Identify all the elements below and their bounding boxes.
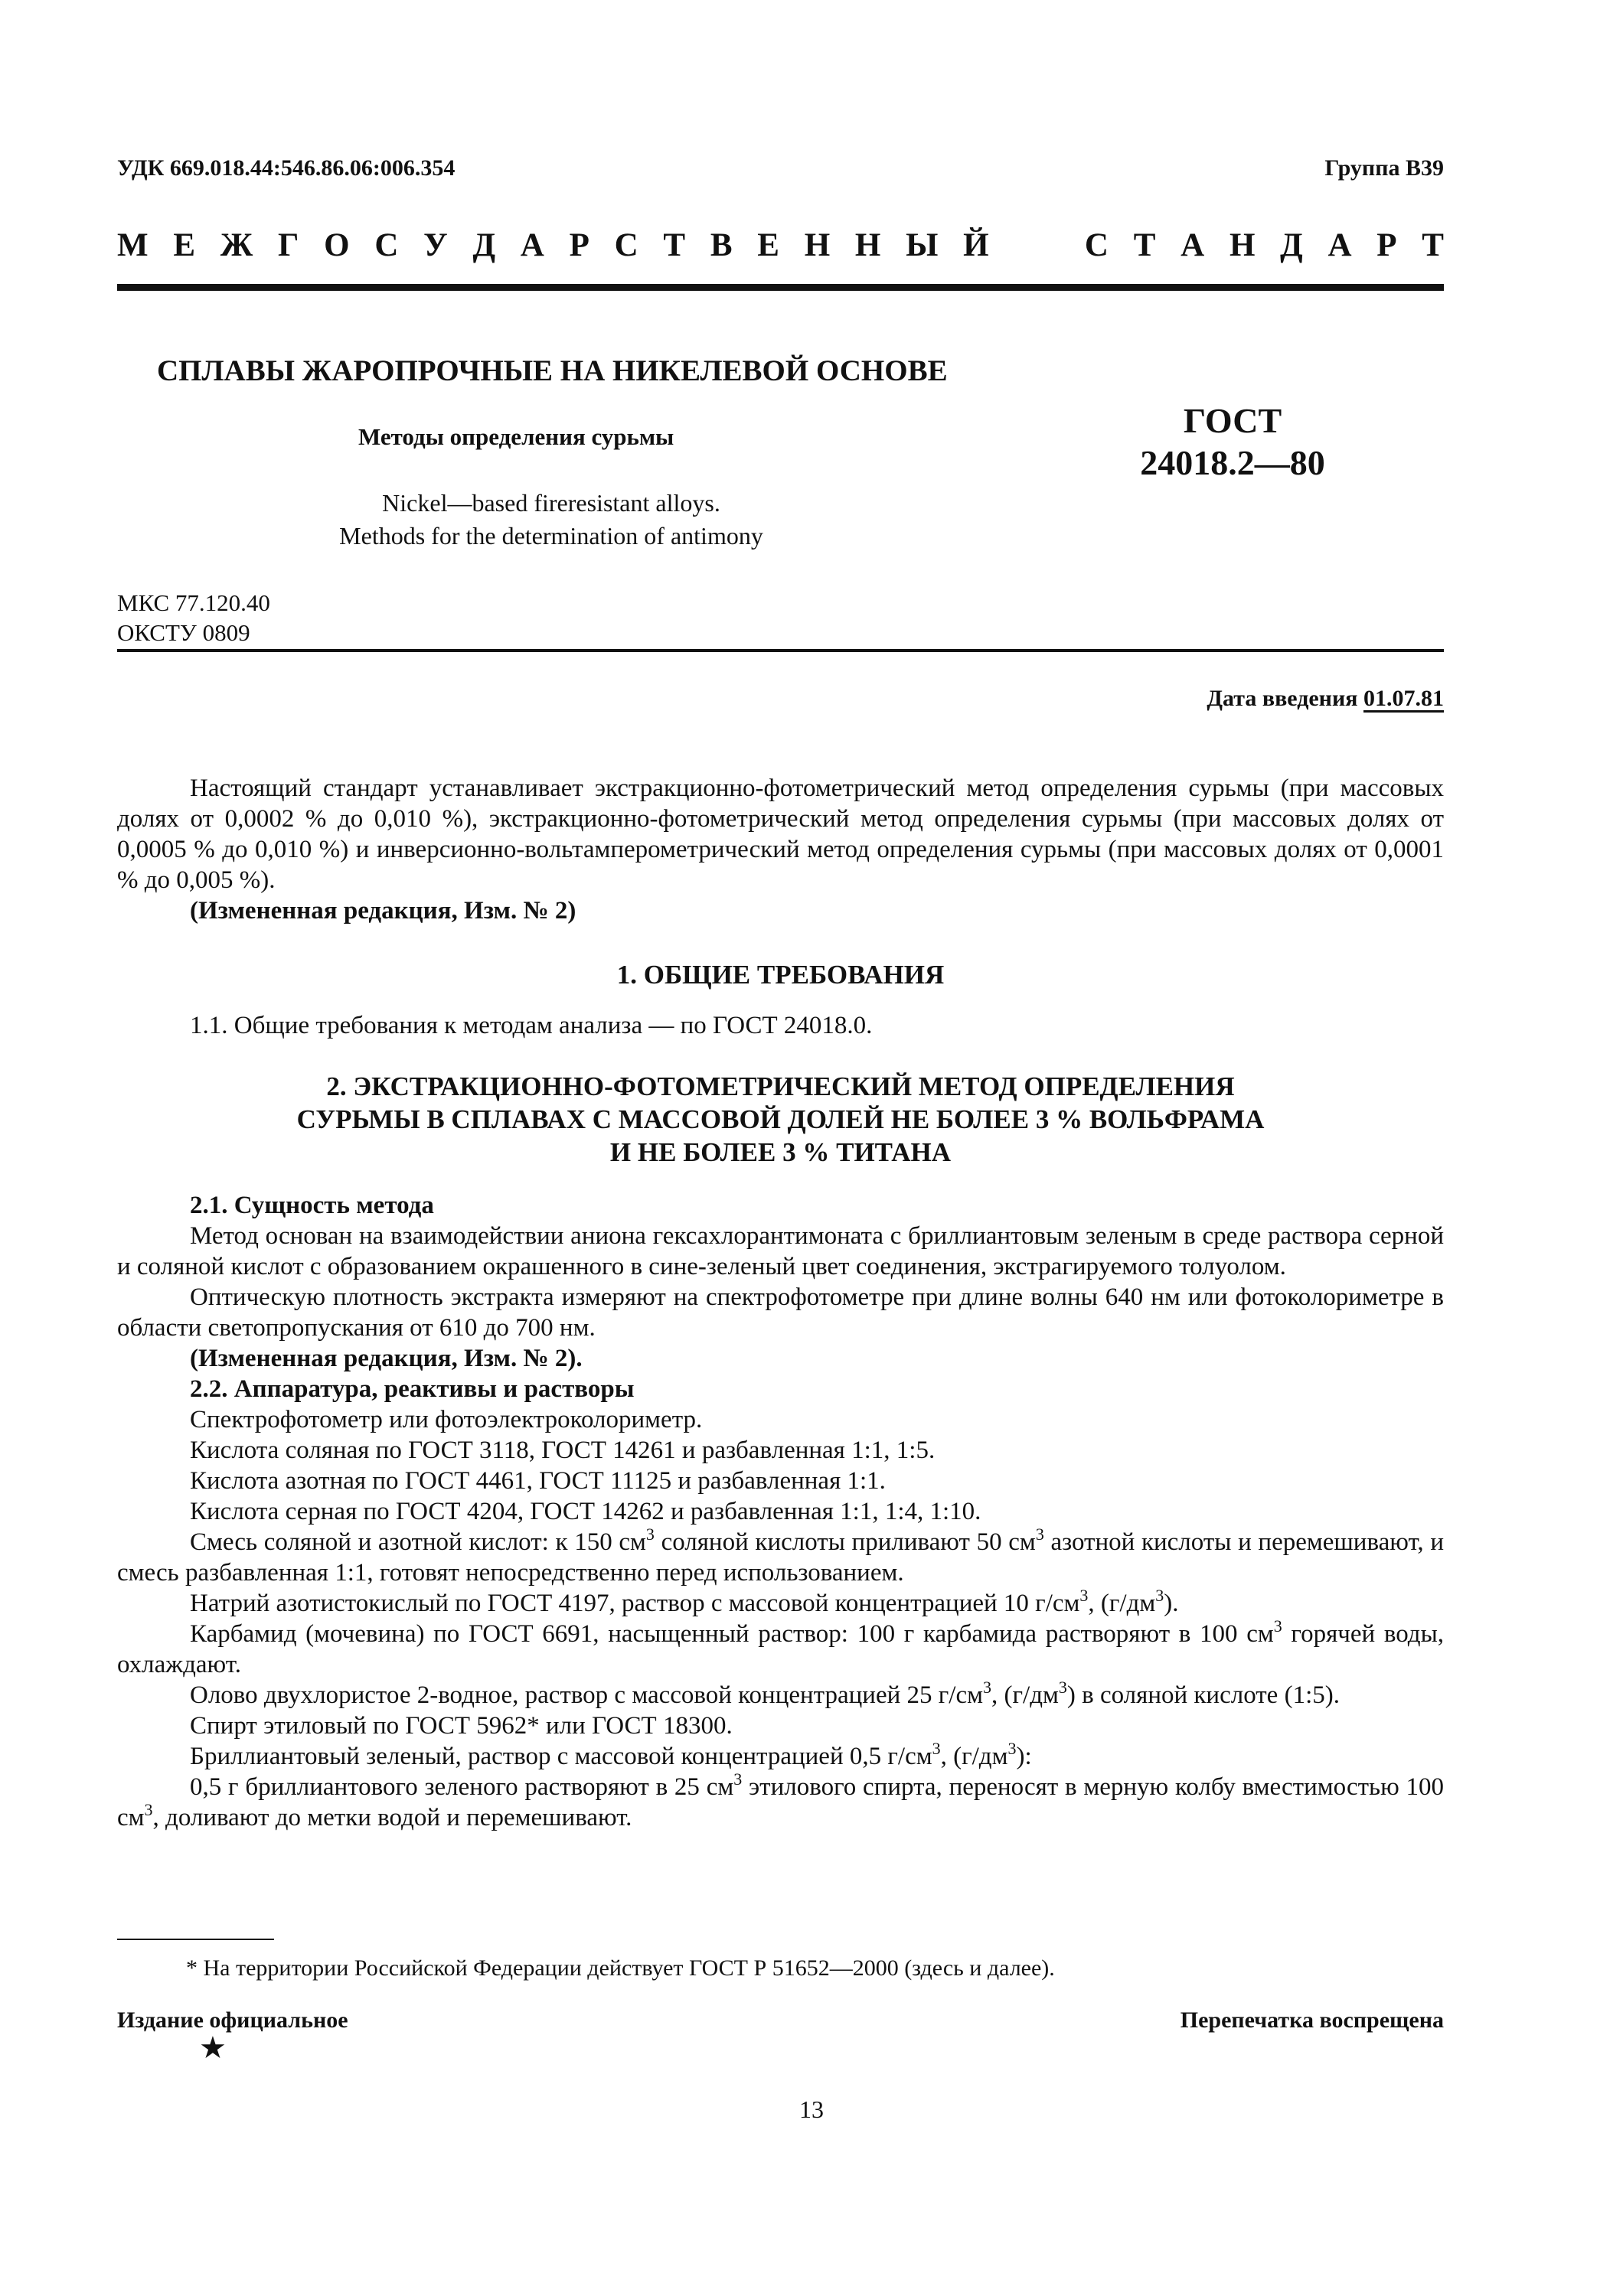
item-ethyl-alcohol: Спирт этиловый по ГОСТ 5962* или ГОСТ 18300. xyxy=(190,1712,733,1740)
section-2-title xyxy=(117,1070,1444,1169)
section-2-title-line2: СУРЬМЫ В СПЛАВАХ С МАССОВОЙ ДОЛЕЙ НЕ БОЛЕЕ 3 % ВОЛЬФРАМА xyxy=(296,1104,1265,1134)
body-intro xyxy=(117,773,1444,926)
section-1-1: 1.1. Общие требования к методам анализа — по ГОСТ 24018.0. xyxy=(190,1012,873,1039)
english-title-line2: Methods for the determination of antimony xyxy=(339,522,763,550)
introduction-date xyxy=(1207,686,1444,712)
section-2-title-line3: И НЕ БОЛЕЕ 3 % ТИТАНА xyxy=(609,1137,952,1167)
star-icon: ★ xyxy=(199,2030,227,2065)
mks-code: МКС 77.120.40 xyxy=(117,589,270,616)
introduction-date-value: 01.07.81 xyxy=(1363,686,1444,711)
section-2-2-heading: 2.2. Аппаратура, реактивы и растворы xyxy=(190,1375,635,1403)
item-brilliant-green: Бриллиантовый зеленый, раствор с массовой концентрацией 0,5 $г/см^3$, $(г/дм^3)$: xyxy=(190,1739,1032,1770)
footnote-rule xyxy=(117,1939,274,1940)
standard-type xyxy=(117,227,1444,266)
section-1-title: 1. ОБЩИЕ ТРЕБОВАНИЯ xyxy=(616,960,945,990)
page-number: 13 xyxy=(799,2095,824,2123)
introduction-date-label: Дата введения xyxy=(1207,686,1363,711)
section-2-1-paragraph-2: Оптическую плотность экстракта измеряют на спектрофотометре при длине волны 640 нм или фотоколориметре в области светопропускания от 610 до 700 нм. xyxy=(117,1283,1444,1342)
item-acid-mixture: Смесь соляной и азотной кислот: к 150 $см^3$ соляной кислоты приливают 50 $см^3$ азотной кислоты и перемешивают, и смесь разбавленная 1:1, готовят непосредственно перед использованием. xyxy=(117,1525,1444,1587)
section-2-1-heading: 2.1. Сущность метода xyxy=(190,1192,434,1219)
intro-paragraph: Настоящий стандарт устанавливает экстракционно-фотометрический метод определения сурьмы (при массовых долях от 0,0002 % до 0,010 %), экстракционно-фотометрический метод определения сурьмы (при массовых долях от 0,0005 % до 0,010 %) и инверсионно-вольтамперометрический метод определения сурьмы (при массовых долях от 0,0001 % до 0,005 %). xyxy=(117,775,1444,894)
item-tin-chloride: Олово двухлористое 2-водное, раствор с массовой концентрацией 25 $г/см^3$, $(г/дм^3)$ в соляной кислоте (1:5). xyxy=(190,1678,1340,1709)
standard-type-word2: С Т А Н Д А Р Т xyxy=(1084,227,1444,263)
section-2-title-line1: 2. ЭКСТРАКЦИОННО-ФОТОМЕТРИЧЕСКИЙ МЕТОД ОПРЕДЕЛЕНИЯ xyxy=(326,1071,1235,1101)
item-nitric-acid: Кислота азотная по ГОСТ 4461, ГОСТ 11125 и разбавленная 1:1. xyxy=(190,1467,886,1495)
official-edition: Издание официальное xyxy=(117,2007,348,2033)
section-1-body xyxy=(117,1010,1444,1041)
footnote: * На территории Российской Федерации действует ГОСТ Р 51652—2000 (здесь и далее). xyxy=(186,1955,1055,1981)
item-sulfuric-acid: Кислота серная по ГОСТ 4204, ГОСТ 14262 и разбавленная 1:1, 1:4, 1:10. xyxy=(190,1498,981,1525)
reprint-prohibited: Перепечатка воспрещена xyxy=(1180,2007,1444,2033)
group-code: Группа В39 xyxy=(1324,155,1444,181)
intro-amendment: (Измененная редакция, Изм. № 2) xyxy=(190,897,576,925)
item-spectrophotometer: Спектрофотометр или фотоэлектроколориметр. xyxy=(190,1406,703,1433)
item-sodium-nitrite: Натрий азотистокислый по ГОСТ 4197, раствор с массовой концентрацией 10 $г/см^3$, $(г/дм^3)$. xyxy=(190,1586,1179,1617)
item-brilliant-green-prep: 0,5 г бриллиантового зеленого растворяют в 25 $см^3$ этилового спирта, переносят в мерную колбу вместимостью 100 $см^3$, доливают до метки водой и перемешивают. xyxy=(117,1769,1444,1831)
classification-codes xyxy=(117,588,270,647)
okstu-code: ОКСТУ 0809 xyxy=(117,619,250,646)
document-subtitle: Методы определения сурьмы xyxy=(358,423,674,450)
english-title xyxy=(291,487,812,553)
section-2-1-paragraph-1: Метод основан на взаимодействии аниона гексахлорантимоната с бриллиантовым зеленым в среде раствора серной и соляной кислот с образованием окрашенного в сине-зеленый цвет соединения, экстрагируемого толуолом. xyxy=(117,1222,1444,1280)
item-carbamide: Карбамид (мочевина) по ГОСТ 6691, насыщенный раствор: 100 г карбамида растворяют в 100 $см^3$ горячей воды, охлаждают. xyxy=(117,1616,1444,1678)
english-title-line1: Nickel—based fireresistant alloys. xyxy=(382,489,720,517)
gost-designation xyxy=(1102,400,1363,484)
udk-code: УДК 669.018.44:546.86.06:006.354 xyxy=(117,155,456,181)
standard-type-word1: М Е Ж Г О С У Д А Р С Т В Е Н Н Ы Й xyxy=(117,227,989,263)
header-rule xyxy=(117,284,1444,291)
document-title: СПЛАВЫ ЖАРОПРОЧНЫЕ НА НИКЕЛЕВОЙ ОСНОВЕ xyxy=(157,354,948,387)
section-2-1-amendment: (Измененная редакция, Изм. № 2). xyxy=(190,1345,583,1372)
item-hydrochloric-acid: Кислота соляная по ГОСТ 3118, ГОСТ 14261 и разбавленная 1:1, 1:5. xyxy=(190,1437,936,1464)
gost-number: 24018.2—80 xyxy=(1140,443,1325,482)
title-rule xyxy=(117,649,1444,652)
gost-label: ГОСТ xyxy=(1183,401,1282,440)
section-2-body xyxy=(117,1190,1444,1833)
